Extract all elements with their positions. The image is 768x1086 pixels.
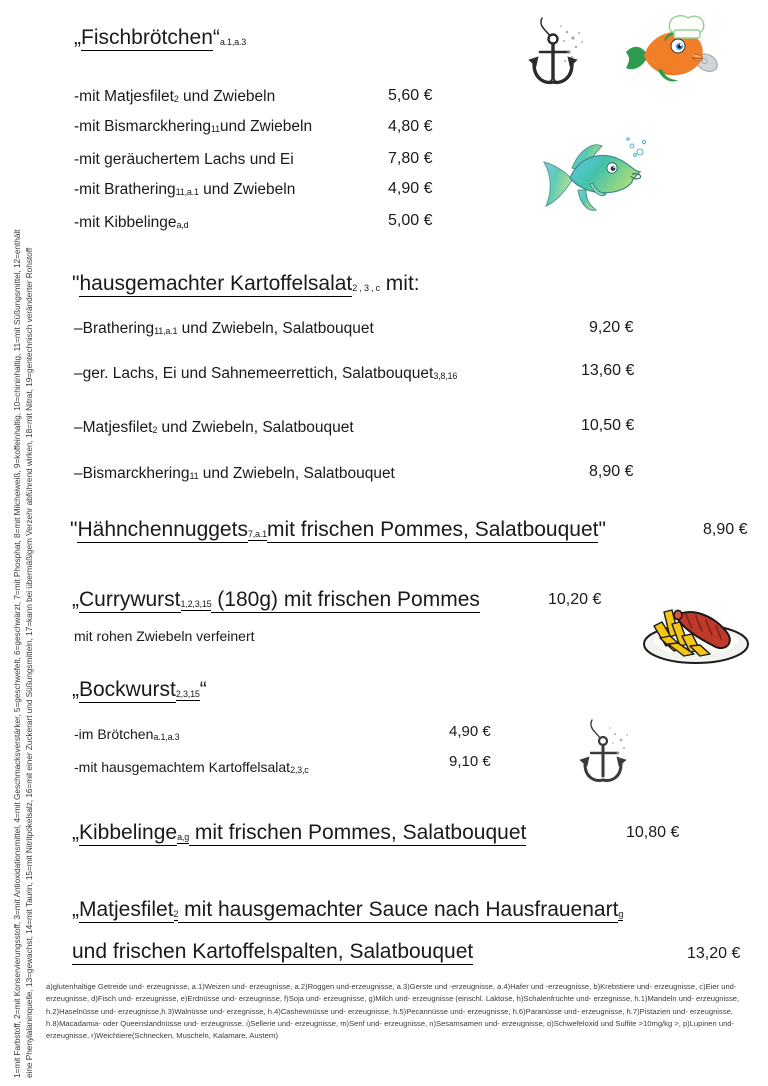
- item-dash: –: [74, 419, 83, 436]
- item-sup: a.1,a.3: [153, 732, 180, 742]
- item-name: Matjesfilet: [104, 88, 174, 105]
- section-title-fischbroetchen: [74, 26, 246, 49]
- section-title-tail: (180g) mit frischen Pommes: [211, 588, 480, 611]
- item-prefix: -mit geräuchertem Lachs und Ei: [74, 151, 294, 168]
- item-price: 4,90 €: [449, 723, 491, 740]
- item-name: Brathering: [104, 181, 176, 198]
- quote-open: „: [72, 678, 79, 701]
- item-rest: und Zwiebeln, Salatbouquet: [157, 419, 354, 436]
- item-name: Bismarckhering: [82, 465, 190, 482]
- item-sup: 11,a.1: [154, 326, 178, 336]
- item-sup: 11: [189, 471, 199, 481]
- section-title-tail: mit:: [379, 272, 420, 295]
- item-rest: und Zwiebeln: [219, 118, 313, 135]
- additives-legend-line-2: eine Phenylalaninquelle, 13=gewachst, 14=mit Taurin, 15=mit Nitritpökelsalz, 16=mit einer Zuckerart und Süßungsmitteln, 17=kann bei übermäßigem Verzehr abführend wirken, 18=mit Nitrat, 19=gentechnisch veränderter Rohstoff: [24, 247, 34, 1078]
- section-title-kibbelinge: [72, 821, 526, 844]
- section-title-text: Kibbelinge: [79, 821, 178, 844]
- section-title-sup: 7,a.1: [247, 529, 267, 539]
- quote-open: ": [70, 518, 78, 541]
- menu-item: [74, 465, 395, 482]
- item-name: Matjesfilet: [82, 419, 153, 436]
- item-price: 8,90 €: [703, 521, 748, 538]
- section-title-tail-sup: g: [618, 909, 624, 919]
- quote-close: ": [598, 518, 606, 541]
- item-price: 4,90 €: [388, 180, 433, 197]
- item-price: 10,20 €: [548, 591, 602, 608]
- item-prefix: -mit hausgemachtem Kartoffelsalat: [74, 759, 291, 775]
- section-title-tail: mit frischen Pommes, Salatbouquet: [189, 821, 527, 844]
- section-subtitle-currywurst: mit rohen Zwiebeln verfeinert: [74, 628, 255, 644]
- item-price: 4,80 €: [388, 118, 433, 135]
- item-name: Brathering: [82, 320, 155, 337]
- section-title-bockwurst: [72, 678, 207, 701]
- anchor-icon: [572, 712, 644, 786]
- item-dash: –: [74, 365, 83, 382]
- item-price: 8,90 €: [589, 463, 634, 480]
- item-name: Kibbelinge: [104, 214, 177, 231]
- item-name: Bismarckhering: [104, 118, 211, 135]
- menu-item: [74, 118, 312, 135]
- section-title-tail: mit frischen Pommes, Salatbouquet: [266, 518, 599, 541]
- quote-open: „: [72, 898, 79, 921]
- item-price: 5,00 €: [388, 212, 433, 229]
- section-title-sup: 1,2,3,15: [180, 599, 212, 609]
- item-sup: 2: [152, 425, 158, 435]
- quote-close: “: [199, 678, 207, 701]
- item-sup: 11,a.1: [175, 187, 199, 197]
- menu-item: [74, 214, 188, 231]
- section-title-sup: a,g: [177, 832, 190, 842]
- section-title-haehnchennuggets: [70, 518, 606, 541]
- item-prefix: -im Brötchen: [74, 726, 154, 742]
- item-name: ger. Lachs, Ei und Sahnemeerrettich, Salatbouquet: [82, 365, 434, 382]
- item-rest: und Zwiebeln, Salatbouquet: [198, 465, 395, 482]
- item-rest: und Zwiebeln: [178, 88, 276, 105]
- item-prefix: -mit: [74, 214, 105, 231]
- section-title-sup: 2 , 3 , c: [352, 283, 380, 293]
- item-price: 5,60 €: [388, 87, 433, 104]
- menu-item: [74, 181, 295, 198]
- menu-item: [74, 151, 294, 168]
- menu-item: [74, 88, 275, 105]
- quote-close: “: [212, 26, 220, 49]
- item-price: 10,80 €: [626, 824, 680, 841]
- item-prefix: -mit: [74, 118, 105, 135]
- item-sup: a,d: [176, 220, 189, 230]
- menu-item: [74, 419, 354, 436]
- section-title-text: Hähnchennuggets: [77, 518, 248, 541]
- section-title-kartoffelsalat: [72, 272, 420, 295]
- section-title-text: Matjesfilet: [79, 898, 174, 921]
- section-title-matjesfilet: [72, 898, 623, 921]
- section-title-line2-text: und frischen Kartoffelspalten, Salatbouquet: [72, 940, 474, 963]
- item-price: 9,20 €: [589, 319, 634, 336]
- additives-legend-line-1: 1=mit Farbstoff, 2=mit Konservierungsstoff, 3=mit Antioxidationsmittel, 4=mit Geschmacksverstärker, 5=geschwefelt, 6=geschwärzt, 7=mit Phosphat, 8=mit Milcheiweiß, 9=koffeinhaltig, 10=chininhaltig, 11=mit Süßungsmittel, 12=enthält: [12, 229, 22, 1078]
- item-price: 10,50 €: [581, 417, 635, 434]
- menu-item: [74, 365, 457, 382]
- section-title-tail: mit hausgemachter Sauce nach Hausfrauenart: [178, 898, 619, 921]
- item-price: 13,60 €: [581, 362, 635, 379]
- section-title-text: Fischbrötchen: [81, 26, 213, 49]
- menu-item: [74, 320, 374, 337]
- currywurst-plate-icon: [638, 588, 756, 668]
- chef-fish-icon: [618, 10, 728, 98]
- item-sup: 2,3,c: [290, 765, 309, 775]
- menu-item: [74, 726, 179, 742]
- section-title-sup: 2: [173, 909, 179, 919]
- item-rest: und Zwiebeln: [198, 181, 296, 198]
- allergen-footnote: a)glutenhaltige Getreide und- erzeugnisse, a.1)Weizen und- erzeugnisse, a.2)Roggen und-erzeugnisse, a.3)Gerste und -erzeugnisse, a.4)Hafer und -erzeugnisse, b)Krebstiere und- erzeugnisse, c)Eier und- erzeugnisse, d)Fisch und- erzeugnisse, e)Erdnüsse und- erzeugnisse, f)Soja und- erzeugnisse, g)Milch und- erzeugnisse (einschl. Laktose, h)Schalenfrüchte und- erzegnisse, h.1)Mandeln und- erzeugnisse, h.2)Haselnüsse und- erzeugnisse,h.3)Walnüsse und- erzegnisse, h.4)Cashewnüsse und- erzeugnisse, h.5)Pecannüsse und- erzeugnisse, h.6)Paranüsse und- erzeugnisse, h.7)Pistazien und- erzeugnisse, h.8)Macadamia- oder Queenslandnüsse und- erzeugnisse, i)Sellerie und- erzeugnisse, m)Senf und- erzeugnisse, n)Sesamsamen und- erzeugnisse, o)Schwefeloxid und Sulfite >10mg/kg >, p)Lupinen und- erzeugnisse, r)Weichtiere(Schnecken, Muscheln, Kalamare, Austern): [46, 982, 740, 1041]
- item-price: 13,20 €: [687, 945, 741, 962]
- section-title-text: hausgemachter Kartoffelsalat: [79, 272, 353, 295]
- item-prefix: -mit: [74, 181, 105, 198]
- fish-icon: [536, 128, 664, 224]
- section-title-currywurst: [72, 588, 480, 611]
- item-sup: 11: [210, 124, 220, 134]
- quote-open: „: [72, 588, 79, 611]
- item-sup: 2: [173, 94, 179, 104]
- item-rest: und Zwiebeln, Salatbouquet: [177, 320, 374, 337]
- section-title-sup: 2,3,15: [175, 689, 200, 699]
- item-dash: –: [74, 465, 83, 482]
- additives-legend: [0, 0, 40, 1086]
- item-prefix: -mit: [74, 88, 105, 105]
- section-title-sup: a.1,a.3: [219, 37, 247, 47]
- quote-open: „: [74, 26, 81, 49]
- section-title-text: Bockwurst: [79, 678, 176, 701]
- quote-open: ": [72, 272, 80, 295]
- section-title-matjesfilet-line2: [72, 940, 473, 963]
- item-price: 7,80 €: [388, 150, 433, 167]
- item-price: 9,10 €: [449, 753, 491, 770]
- item-tail-sup: 3,8,16: [433, 371, 458, 381]
- anchor-icon: [520, 8, 598, 88]
- menu-item: [74, 759, 309, 775]
- item-dash: –: [74, 320, 83, 337]
- section-title-text: Currywurst: [79, 588, 181, 611]
- quote-open: „: [72, 821, 79, 844]
